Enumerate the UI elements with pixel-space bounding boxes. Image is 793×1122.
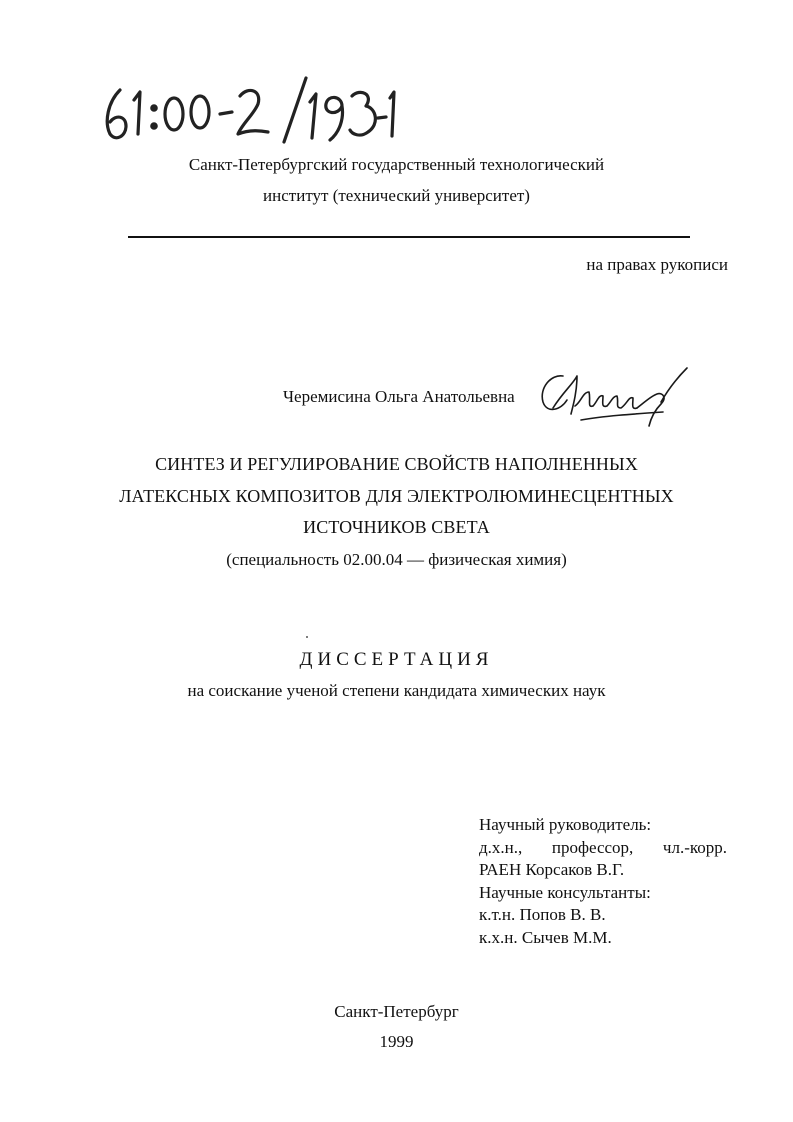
paper-speck xyxy=(306,636,308,638)
supervisor-name: РАЕН Корсаков В.Г. xyxy=(479,860,625,879)
consultant-2: к.х.н. Сычев М.М. xyxy=(479,927,612,947)
city: Санкт-Петербург xyxy=(334,1002,459,1021)
consultants-label: Научные консультанты: xyxy=(479,882,651,902)
degree-statement: на соискание ученой степени кандидата химических наук xyxy=(187,681,606,700)
supervisor-credentials xyxy=(479,837,727,860)
specialty-code: (специальность 02.00.04 — физическая химия) xyxy=(226,550,567,569)
supervisor-title: профессор, xyxy=(551,837,634,857)
year: 1999 xyxy=(379,1032,414,1051)
supervisor-degree: д.х.н., xyxy=(479,837,523,857)
institute-name-line-2: институт (технический университет) xyxy=(263,186,530,205)
institute-name-line-1: Санкт-Петербургский государственный технологический xyxy=(188,155,605,174)
advisors-block xyxy=(479,814,727,949)
thesis-title-line-2: ЛАТЕКСНЫХ КОМПОЗИТОВ ДЛЯ ЭЛЕКТРОЛЮМИНЕСЦЕНТНЫХ xyxy=(119,486,674,506)
catalog-number-stamp xyxy=(98,72,398,152)
author-name: Черемисина Ольга Анатольевна xyxy=(283,387,515,406)
dissertation-heading: ДИССЕРТАЦИЯ xyxy=(299,649,494,670)
supervisor-label: Научный руководитель: xyxy=(479,815,652,834)
horizontal-divider xyxy=(128,236,690,238)
consultant-1: к.т.н. Попов В. В. xyxy=(479,905,606,924)
supervisor-membership: чл.-корр. xyxy=(662,837,727,857)
author-signature xyxy=(533,362,693,432)
rights-note: на правах рукописи xyxy=(586,255,728,274)
thesis-title-line-1: СИНТЕЗ И РЕГУЛИРОВАНИЕ СВОЙСТВ НАПОЛНЕННЫХ xyxy=(155,454,638,474)
thesis-title-line-3: ИСТОЧНИКОВ СВЕТА xyxy=(303,517,490,537)
